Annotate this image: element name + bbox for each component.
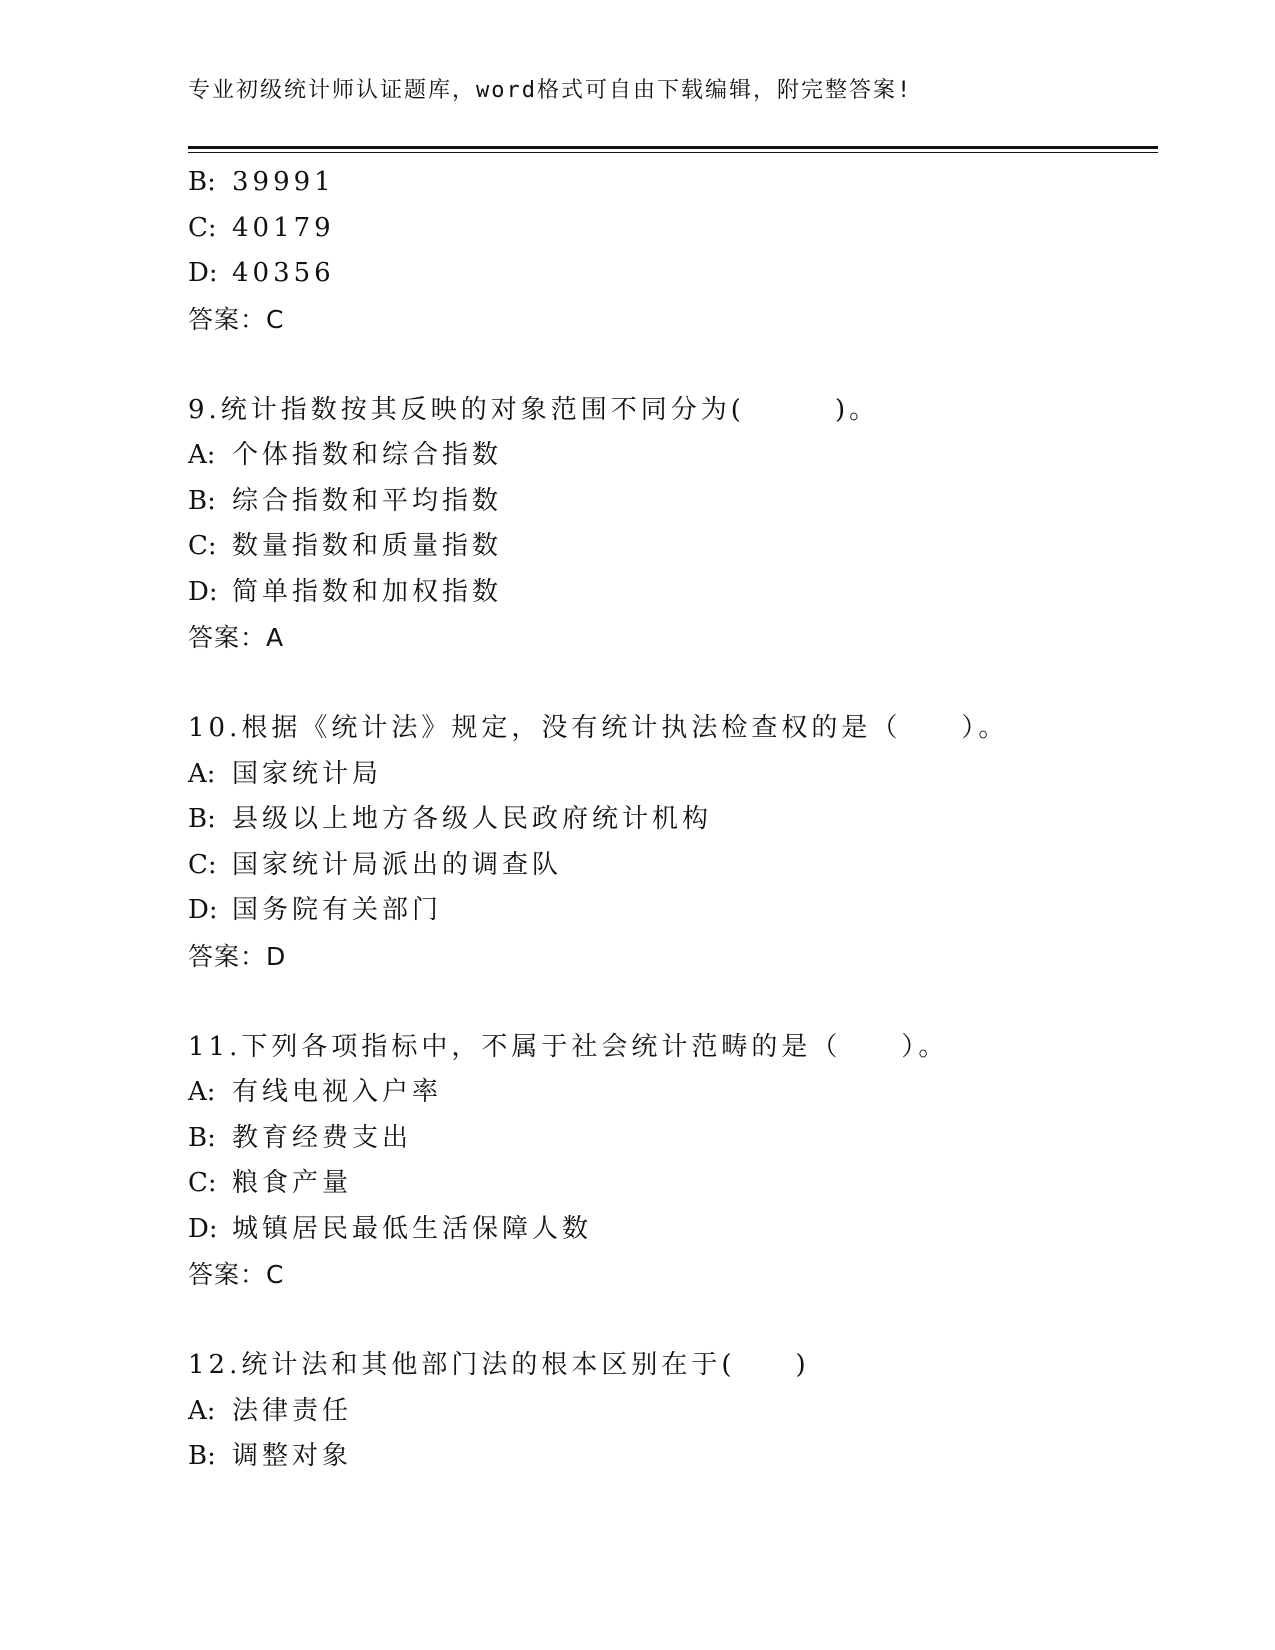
- question-stem: 12.统计法和其他部门法的根本区别在于( ): [188, 1350, 810, 1380]
- option-text: 国家统计局: [232, 758, 383, 789]
- option-line: [188, 206, 1158, 252]
- header-rule-thick: [188, 146, 1158, 149]
- option-text: 综合指数和平均指数: [232, 485, 503, 516]
- spacer: [188, 1298, 1158, 1344]
- spacer: [188, 342, 1158, 388]
- option-letter: A:: [188, 758, 216, 789]
- option-line: [188, 1116, 1158, 1162]
- option-line: [188, 1161, 1158, 1207]
- option-text: 简单指数和加权指数: [232, 576, 503, 607]
- option-letter: B:: [188, 1122, 216, 1153]
- option-text: 调整对象: [232, 1441, 353, 1471]
- option-line: [188, 1070, 1158, 1116]
- option-letter: D:: [188, 576, 218, 607]
- option-text: 县级以上地方各级人民政府统计机构: [232, 804, 713, 834]
- option-text: 40356: [232, 258, 335, 288]
- option-letter: A:: [188, 1077, 216, 1107]
- option-letter: B:: [188, 804, 216, 834]
- answer-line: 答案：D: [188, 941, 287, 971]
- question-stem: 9.统计指数按其反映的对象范围不同分为( )。: [188, 394, 880, 425]
- question-stem: 11.下列各项指标中，不属于社会统计范畴的是（ ）。: [188, 1031, 949, 1062]
- option-text: 国务院有关部门: [232, 895, 443, 925]
- option-line: [188, 251, 1158, 297]
- option-line: [188, 160, 1158, 206]
- question-list: [188, 160, 1158, 1480]
- option-letter: D:: [188, 1213, 218, 1244]
- option-line: [188, 797, 1158, 843]
- option-line: [188, 752, 1158, 798]
- option-letter: A:: [188, 440, 216, 470]
- answer-line: 答案：C: [188, 1260, 285, 1289]
- option-text: 城镇居民最低生活保障人数: [232, 1213, 593, 1244]
- spacer: [188, 979, 1158, 1025]
- option-letter: B:: [188, 167, 216, 197]
- option-line: [188, 843, 1158, 889]
- question-stem: 10.根据《统计法》规定，没有统计执法检查权的是（ ）。: [188, 713, 1009, 743]
- option-text: 有线电视入户率: [232, 1077, 443, 1107]
- option-letter: A:: [188, 1395, 216, 1426]
- option-text: 法律责任: [232, 1395, 353, 1426]
- option-letter: B:: [188, 485, 216, 516]
- answer-line: 答案：C: [188, 304, 285, 334]
- option-text: 39991: [232, 167, 335, 197]
- page-header: 专业初级统计师认证题库，word格式可自由下载编辑，附完整答案!: [188, 78, 913, 103]
- option-line: [188, 479, 1158, 525]
- option-letter: C:: [188, 531, 217, 561]
- option-line: [188, 1207, 1158, 1253]
- option-text: 教育经费支出: [232, 1122, 413, 1153]
- option-letter: D:: [188, 258, 218, 288]
- option-line: [188, 888, 1158, 934]
- option-letter: B:: [188, 1441, 216, 1471]
- option-line: [188, 1389, 1158, 1435]
- option-line: [188, 570, 1158, 616]
- option-text: 粮食产量: [232, 1168, 353, 1198]
- option-line: [188, 433, 1158, 479]
- option-line: [188, 524, 1158, 570]
- option-line: [188, 1434, 1158, 1480]
- option-text: 数量指数和质量指数: [232, 531, 503, 561]
- option-text: 个体指数和综合指数: [232, 440, 503, 470]
- option-letter: D:: [188, 895, 218, 925]
- option-letter: C:: [188, 1168, 217, 1198]
- option-text: 国家统计局派出的调查队: [232, 849, 563, 880]
- option-text: 40179: [232, 212, 335, 243]
- spacer: [188, 661, 1158, 707]
- option-letter: C:: [188, 212, 217, 243]
- option-letter: C:: [188, 849, 217, 880]
- answer-line: 答案：A: [188, 623, 285, 652]
- header-rule-thin: [188, 152, 1158, 153]
